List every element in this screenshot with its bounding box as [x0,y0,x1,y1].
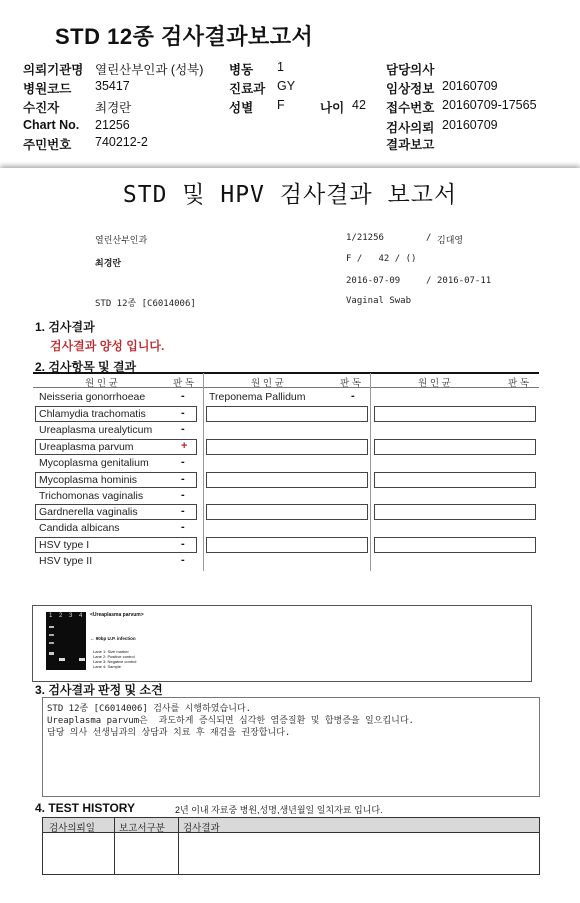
organism-result: - [181,505,185,517]
table-top-rule [33,372,539,374]
opinion-box [42,697,540,797]
result-row [35,390,197,405]
info-test: STD 12종 [C6014006] [95,299,196,309]
col2-organism-header: 원 인 균 [251,378,284,389]
result-row [35,554,197,569]
info-patient: 최경란 [95,259,122,269]
col2-result-header: 판 독 [340,378,361,389]
organism-name: Ureaplasma parvum [39,441,134,453]
result-row [35,504,197,520]
result-row [35,472,197,488]
value-age: 42 [352,98,366,112]
label-age: 나이 [320,101,345,115]
opinion-line: Ureaplasma parvum은 과도하게 증식되면 심각한 염증질환 및 합병증을 일으킵니다. [47,716,414,726]
organism-name: HSV type II [39,555,93,567]
organism-result: - [351,390,355,402]
organism-name: Mycoplasma hominis [39,474,138,486]
value-sex: F [277,98,285,112]
result-row [35,406,197,422]
empty-result-box [374,439,536,455]
label-clinical-info: 임상정보 [386,82,435,96]
gel-heading: <Ureaplasma parvum> [90,612,144,618]
info-date1: 2016-07-09 [346,276,401,286]
result-row [35,489,197,504]
organism-name: Chlamydia trachomatis [39,408,146,420]
value-clinical-info: 20160709 [442,79,498,93]
section1-result: 검사결과 양성 입니다. [50,339,165,353]
organism-result: - [181,407,185,419]
section1-title: 1. 검사결과 [35,320,95,334]
organism-name: Gardnerella vaginalis [39,506,138,518]
empty-result-box [374,472,536,488]
label-hospital-code: 병원코드 [23,82,72,96]
value-department: GY [277,79,296,93]
label-result-report: 결과보고 [386,138,435,152]
gel-legend-item: Lane 4: Sample [93,664,122,669]
gel-image [46,612,86,670]
col3-organism-header: 원 인 균 [418,378,451,389]
empty-result-box [206,537,368,553]
gel-lane-number: 2 [59,613,63,619]
result-row [35,423,197,438]
info-hospital: 열린산부인과 [95,236,148,246]
organism-result: - [181,538,185,550]
value-resident-no: 740212-2 [95,135,148,149]
history-col-divider [178,818,179,874]
organism-name: Ureaplasma urealyticum [39,424,153,436]
gel-lane-number: 3 [69,613,73,619]
label-chart-no: Chart No. [23,118,80,132]
history-header-row [43,818,539,833]
gel-lane-number: 4 [79,613,83,619]
history-table [42,817,540,875]
value-chart-no: 21256 [95,118,130,132]
gel-band [49,652,54,655]
info-chart: 1/21256 [346,233,384,243]
value-receipt-no: 20160709-17565 [442,98,537,112]
organism-result: - [181,456,185,468]
history-col-divider [114,818,115,874]
label-department: 진료과 [229,82,266,96]
result-row-positive [35,439,197,455]
label-patient: 수진자 [23,101,60,115]
gel-legend-item: Lane 3: Negative control [93,659,137,664]
empty-result-box [374,406,536,422]
organism-name: Mycoplasma genitalium [39,457,149,469]
organism-result: - [181,473,185,485]
gel-legend-item: Lane 1: Size marker [93,649,129,654]
info-specimen: Vaginal Swab [346,296,412,306]
organism-name: Neisseria gonorrhoeae [39,391,146,403]
history-note: 2년 이내 자료중 병원,성명,생년월일 일치자료 입니다. [175,805,383,815]
table-col-divider-1 [203,373,204,571]
organism-result: - [181,554,185,566]
organism-result: - [181,521,185,533]
label-test-request: 검사의뢰 [386,121,435,135]
result-row [35,537,197,553]
gel-band [49,634,54,636]
col1-organism-header: 원 인 균 [85,378,118,389]
info-doctor: 김대영 [437,236,464,246]
organism-name: Candida albicans [39,522,120,534]
organism-result: - [181,423,185,435]
organism-name: Trichomonas vaginalis [39,490,144,502]
gel-band [49,642,54,644]
organism-result: - [181,390,185,402]
header-title: STD 12종 검사결과보고서 [55,24,314,49]
col1-result-header: 판 독 [173,378,194,389]
label-receipt-no: 접수번호 [386,101,435,115]
empty-result-box [206,504,368,520]
info-sex-age: F / 42 / () [346,254,417,264]
result-row [35,521,197,536]
result-row [35,456,197,471]
gel-band-label: ← 90bp U.P. infection [90,636,136,641]
table-col-divider-2 [370,373,371,571]
empty-result-box [206,439,368,455]
history-col-report-type: 보고서구분 [119,823,165,834]
history-col-result: 검사결과 [183,823,220,834]
organism-name: Treponema Pallidum [209,391,306,403]
gel-band [79,658,85,661]
history-col-request-date: 검사의뢰일 [49,823,95,834]
gel-band [49,626,54,628]
opinion-line: 담당 의사 선생님과의 상담과 치료 후 재검을 권장합니다. [47,728,291,738]
empty-result-box [206,472,368,488]
label-doctor: 담당의사 [386,63,435,77]
empty-result-box [206,406,368,422]
value-test-request: 20160709 [442,118,498,132]
gel-band [59,658,65,661]
value-hospital-code: 35417 [95,79,130,93]
value-requesting-institution: 열린산부인과 (성북) [95,63,204,77]
info-slash2: / [426,276,432,286]
gel-legend-item: Lane 2: Positive control [93,654,135,659]
info-date2: 2016-07-11 [437,276,492,286]
organism-result: + [181,440,188,452]
gel-lane-number: 1 [49,613,53,619]
col3-result-header: 판 독 [508,378,529,389]
organism-name: HSV type I [39,539,90,551]
section2-title: 2. 검사항목 및 결과 [35,360,137,374]
report-title: STD 및 HPV 검사결과 보고서 [122,182,458,208]
info-slash1: / [426,233,432,243]
label-resident-no: 주민번호 [23,138,72,152]
label-sex: 성별 [229,101,254,115]
empty-result-box [374,537,536,553]
organism-result: - [181,489,185,501]
value-ward: 1 [277,60,284,74]
label-ward: 병동 [229,63,254,77]
value-patient: 최경란 [95,101,132,115]
empty-result-box [374,504,536,520]
result-row [206,390,366,405]
label-requesting-institution: 의뢰기관명 [23,63,84,77]
section3-title: 3. 검사결과 판정 및 소견 [35,683,163,697]
opinion-line: STD 12종 [C6014006] 검사를 시행하였습니다. [47,704,252,714]
section4-title: 4. TEST HISTORY [35,801,136,815]
